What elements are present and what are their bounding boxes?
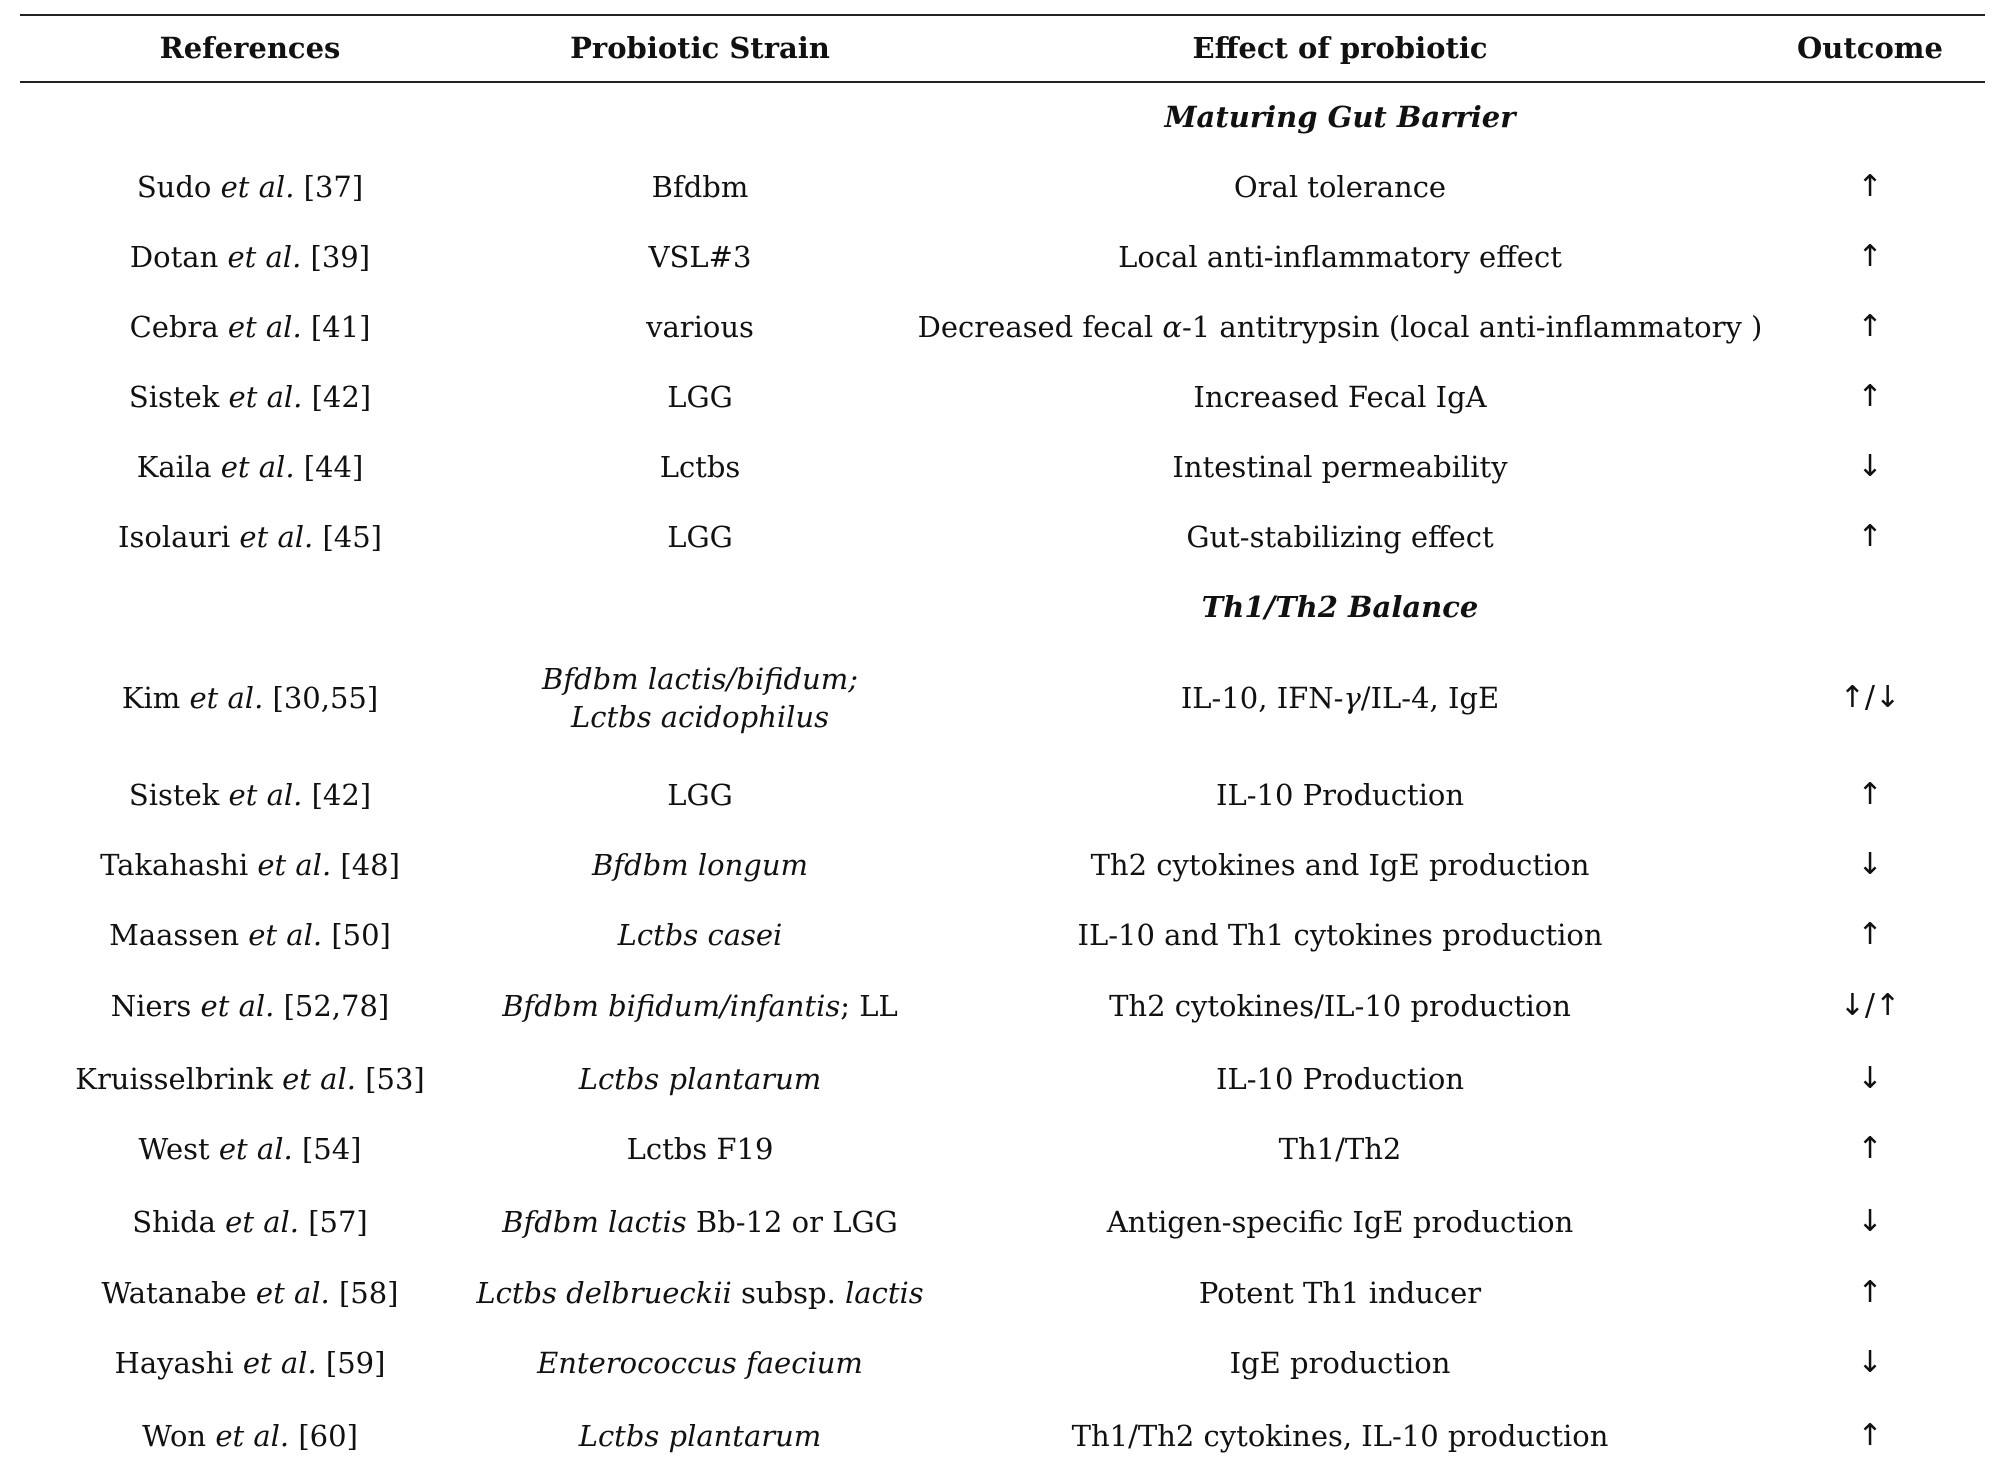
outcome-up-arrow-icon: ↑ (1857, 239, 1883, 274)
strain-italic: Bfdbm lactis (502, 1205, 687, 1239)
author: Dotan (129, 240, 219, 274)
strain-cell: Lctbs (659, 450, 741, 484)
reference-cell (40, 1124, 460, 1174)
table-row (0, 442, 2005, 492)
effect-cell: Oral tolerance (1233, 170, 1447, 204)
citation: [44] (303, 450, 364, 484)
outcome-up-arrow-icon: ↑ (1857, 1275, 1883, 1310)
outcome-up-arrow-icon: ↑ (1857, 917, 1883, 952)
et-al: et al. (242, 1346, 317, 1380)
reference-cell (40, 232, 460, 282)
et-al: et al. (227, 310, 302, 344)
strain-line: Bfdbm lactis/bifidum; (542, 662, 858, 696)
outcome-up-arrow-icon: ↑ (1857, 777, 1883, 812)
header-references: References (159, 31, 341, 65)
header-outcome: Outcome (1797, 31, 1943, 65)
strain-cell (480, 1197, 920, 1247)
effect-cell: Gut-stabilizing effect (1186, 520, 1494, 554)
reference-cell (40, 1338, 460, 1388)
effect-cell: IgE production (1229, 1346, 1451, 1380)
table-row (0, 162, 2005, 212)
section-th1-th2-balance (0, 582, 2005, 632)
outcome-up-arrow-icon: ↑ (1857, 1418, 1883, 1453)
outcome-up-arrow-icon: ↑ (1857, 519, 1883, 554)
effect-cell: Th1/Th2 (1278, 1132, 1402, 1166)
strain-italic: lactis (845, 1276, 924, 1310)
citation: [54] (301, 1132, 362, 1166)
table-row (0, 981, 2005, 1031)
outcome-up-arrow-icon: ↑ (1857, 309, 1883, 344)
table-row (0, 1124, 2005, 1174)
strain-italic: Lctbs delbrueckii (476, 1276, 732, 1310)
author: Hayashi (114, 1346, 234, 1380)
reference-cell (40, 162, 460, 212)
et-al: et al. (200, 989, 275, 1023)
reference-cell (40, 910, 460, 960)
reference-cell (40, 1197, 460, 1247)
et-al: et al. (255, 1276, 330, 1310)
citation: [42] (311, 380, 372, 414)
table-row (0, 840, 2005, 890)
reference-cell (40, 1411, 460, 1461)
strain-cell (480, 652, 920, 744)
table-header (0, 20, 2005, 76)
et-al: et al. (225, 1205, 299, 1239)
et-al: et al. (257, 848, 332, 882)
reference-cell (40, 372, 460, 422)
strain-cell: LGG (667, 520, 733, 554)
strain-cell (476, 1268, 924, 1318)
strain-cell: LGG (667, 380, 733, 414)
reference-cell (40, 770, 460, 820)
et-al: et al. (218, 1132, 293, 1166)
effect-cell: IL-10 Production (1215, 778, 1464, 812)
reference-cell (40, 840, 460, 890)
outcome-down-arrow-icon: ↓ (1857, 449, 1883, 484)
et-al: et al. (220, 450, 295, 484)
strain-cell: Bfdbm (651, 170, 749, 204)
outcome-down-arrow-icon: ↓ (1857, 1345, 1883, 1380)
strain-line: Lctbs acidophilus (570, 700, 829, 734)
et-al: et al. (228, 380, 303, 414)
table-row (0, 1268, 2005, 1318)
author: Won (142, 1419, 207, 1453)
section-title: Maturing Gut Barrier (1164, 100, 1516, 134)
strain-cell: Bfdbm longum (591, 848, 809, 882)
author: Kaila (136, 450, 212, 484)
author: Maassen (109, 918, 240, 952)
author: Sistek (128, 778, 220, 812)
citation: [37] (303, 170, 364, 204)
author: Watanabe (101, 1276, 247, 1310)
et-al: et al. (220, 170, 295, 204)
effect-cell: Th1/Th2 cytokines, IL-10 production (1071, 1419, 1609, 1453)
header-probiotic-strain: Probiotic Strain (570, 31, 830, 65)
header-effect: Effect of probiotic (1192, 31, 1488, 65)
alpha-symbol: α (1162, 310, 1182, 344)
table-row (0, 1054, 2005, 1104)
citation: [45] (322, 520, 382, 554)
table-row (0, 1411, 2005, 1461)
table-top-rule (20, 14, 1985, 16)
reference-cell (40, 652, 460, 744)
strain-cell: Lctbs plantarum (578, 1419, 822, 1453)
reference-cell (40, 302, 460, 352)
table-row (0, 372, 2005, 422)
outcome-up-arrow-icon: ↑ (1857, 379, 1883, 414)
citation: [39] (310, 240, 371, 274)
author: Kruisselbrink (75, 1062, 273, 1096)
table-row (0, 770, 2005, 820)
header-bottom-rule (20, 81, 1985, 83)
citation: [60] (298, 1419, 358, 1453)
strain-cell: VSL#3 (648, 240, 752, 274)
reference-cell (40, 512, 460, 562)
citation: [41] (310, 310, 371, 344)
citation: [59] (325, 1346, 386, 1380)
strain-text: Bb-12 or LGG (686, 1205, 898, 1239)
table-row (0, 1197, 2005, 1247)
outcome-down-arrow-icon: ↓ (1857, 1061, 1883, 1096)
effect-cell (930, 652, 1750, 744)
citation: [52,78] (283, 989, 390, 1023)
author: Kim (121, 681, 181, 715)
effect-cell: Intestinal permeability (1172, 450, 1508, 484)
outcome-up-down-arrow-icon: ↑/↓ (1839, 680, 1901, 715)
effect-cell: Potent Th1 inducer (1198, 1276, 1482, 1310)
effect-cell: Th2 cytokines and IgE production (1090, 848, 1590, 882)
outcome-up-arrow-icon: ↑ (1857, 1131, 1883, 1166)
et-al: et al. (248, 918, 323, 952)
effect-cell: Local anti-inflammatory effect (1118, 240, 1562, 274)
citation: [42] (311, 778, 372, 812)
outcome-down-up-arrow-icon: ↓/↑ (1839, 988, 1901, 1023)
strain-cell: Lctbs F19 (626, 1132, 774, 1166)
et-al: et al. (228, 778, 303, 812)
gamma-symbol: γ (1343, 681, 1361, 715)
outcome-up-arrow-icon: ↑ (1857, 169, 1883, 204)
strain-text: ; LL (840, 989, 898, 1023)
table-row (0, 302, 2005, 352)
effect-text: -1 antitrypsin (local anti-inflammatory ) (1181, 310, 1763, 344)
reference-cell (40, 1054, 460, 1104)
strain-cell: LGG (667, 778, 733, 812)
effect-text: /IL-4, IgE (1360, 681, 1500, 715)
table-row (0, 910, 2005, 960)
effect-cell (917, 302, 1763, 352)
strain-cell (480, 981, 920, 1031)
author: Cebra (129, 310, 219, 344)
et-al: et al. (282, 1062, 356, 1096)
effect-cell: IL-10 and Th1 cytokines production (1077, 918, 1603, 952)
et-al: et al. (239, 520, 314, 554)
section-maturing-gut-barrier (0, 92, 2005, 142)
outcome-down-arrow-icon: ↓ (1857, 847, 1883, 882)
et-al: et al. (227, 240, 302, 274)
effect-text: Decreased fecal (917, 310, 1163, 344)
et-al: et al. (189, 681, 264, 715)
author: Isolauri (118, 520, 231, 554)
strain-cell: Lctbs casei (617, 918, 783, 952)
effect-text: IL-10, IFN- (1180, 681, 1344, 715)
outcome-down-arrow-icon: ↓ (1857, 1204, 1883, 1239)
reference-cell (40, 981, 460, 1031)
author: Shida (132, 1205, 216, 1239)
effect-cell: IL-10 Production (1215, 1062, 1464, 1096)
citation: [57] (308, 1205, 368, 1239)
citation: [50] (331, 918, 391, 952)
effect-cell: Antigen-specific IgE production (1106, 1205, 1574, 1239)
author: Sistek (128, 380, 220, 414)
strain-cell: various (646, 310, 754, 344)
citation: [58] (338, 1276, 399, 1310)
table-row (0, 652, 2005, 744)
author: West (138, 1132, 210, 1166)
section-title: Th1/Th2 Balance (1201, 590, 1479, 624)
citation: [53] (365, 1062, 425, 1096)
effect-cell: Th2 cytokines/IL-10 production (1109, 989, 1571, 1023)
strain-cell: Enterococcus faecium (537, 1346, 863, 1380)
citation: [48] (340, 848, 400, 882)
author: Sudo (136, 170, 212, 204)
reference-cell (40, 1268, 460, 1318)
table-row (0, 512, 2005, 562)
author: Takahashi (100, 848, 249, 882)
reference-cell (40, 442, 460, 492)
strain-italic: Bfdbm bifidum/infantis (502, 989, 841, 1023)
citation: [30,55] (272, 681, 379, 715)
strain-cell: Lctbs plantarum (578, 1062, 822, 1096)
effect-cell: Increased Fecal IgA (1193, 380, 1487, 414)
et-al: et al. (215, 1419, 290, 1453)
table-row (0, 232, 2005, 282)
table-row (0, 1338, 2005, 1388)
author: Niers (110, 989, 192, 1023)
strain-text: subsp. (731, 1276, 846, 1310)
